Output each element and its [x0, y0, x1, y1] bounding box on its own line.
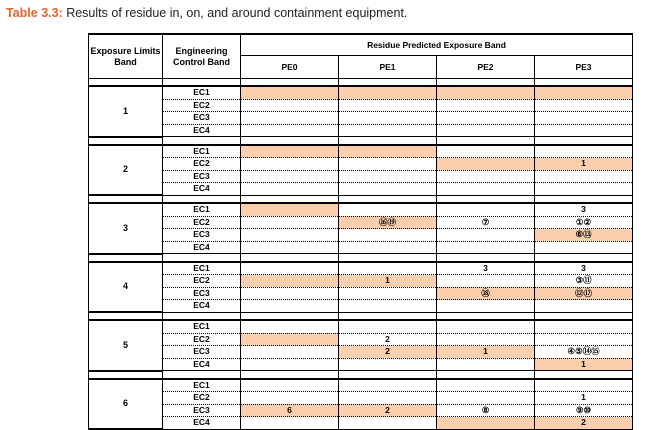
result-cell: ①② — [535, 216, 633, 229]
result-cell — [241, 112, 339, 125]
engineering-control-label: EC3 — [163, 170, 241, 183]
result-cell: ④⑤⑭⑮ — [535, 346, 633, 359]
spacer-cell — [339, 371, 437, 379]
result-cell — [535, 86, 633, 99]
result-cell — [535, 112, 633, 125]
result-cell: ⑥⑬ — [535, 229, 633, 242]
result-cell — [437, 358, 535, 371]
table-row — [89, 86, 633, 99]
result-cell — [535, 333, 633, 346]
result-cell — [339, 124, 437, 137]
table-row — [89, 275, 633, 288]
residue-results-table — [88, 33, 633, 430]
header-pe3: PE3 — [535, 56, 633, 79]
result-cell: 1 — [437, 346, 535, 359]
spacer-cell — [437, 79, 535, 87]
spacer-cell — [89, 371, 163, 379]
engineering-control-label: EC1 — [163, 86, 241, 99]
result-cell: 2 — [339, 404, 437, 417]
result-cell — [437, 124, 535, 137]
spacer-cell — [535, 137, 633, 145]
spacer-cell — [89, 79, 163, 87]
table-row — [89, 216, 633, 229]
spacer-cell — [339, 195, 437, 203]
engineering-control-label: EC4 — [163, 124, 241, 137]
spacer-cell — [241, 254, 339, 262]
result-cell — [241, 358, 339, 371]
table-row — [89, 170, 633, 183]
result-cell — [241, 216, 339, 229]
result-cell — [241, 183, 339, 196]
result-cell: ⑫⑰ — [535, 287, 633, 300]
spacer-cell — [241, 79, 339, 87]
spacer-cell — [89, 137, 163, 145]
result-cell: 1 — [535, 158, 633, 171]
result-cell — [339, 379, 437, 392]
result-cell — [241, 300, 339, 313]
result-cell: 1 — [535, 358, 633, 371]
result-cell — [241, 229, 339, 242]
spacer-cell — [163, 195, 241, 203]
band-spacer — [89, 79, 633, 87]
engineering-control-label: EC2 — [163, 333, 241, 346]
result-cell — [339, 170, 437, 183]
spacer-cell — [339, 254, 437, 262]
result-cell: 2 — [535, 417, 633, 430]
header-residue-predicted-exposure-band: Residue Predicted Exposure Band — [241, 34, 633, 56]
spacer-cell — [89, 195, 163, 203]
result-cell — [241, 124, 339, 137]
result-cell — [339, 392, 437, 405]
result-cell — [437, 229, 535, 242]
result-cell: 1 — [535, 392, 633, 405]
result-cell — [437, 170, 535, 183]
result-cell — [241, 241, 339, 254]
table-row — [89, 392, 633, 405]
engineering-control-label: EC4 — [163, 358, 241, 371]
result-cell — [339, 145, 437, 158]
spacer-cell — [339, 137, 437, 145]
result-cell — [437, 203, 535, 216]
spacer-cell — [437, 371, 535, 379]
result-cell — [437, 379, 535, 392]
engineering-control-label: EC4 — [163, 417, 241, 430]
result-cell — [535, 124, 633, 137]
result-cell: ⑦ — [437, 216, 535, 229]
caption-text: Results of residue in, on, and around containment equipment. — [62, 6, 408, 20]
spacer-cell — [163, 137, 241, 145]
result-cell — [339, 358, 437, 371]
result-cell — [339, 99, 437, 112]
table-row — [89, 99, 633, 112]
spacer-cell — [163, 254, 241, 262]
band-spacer — [89, 312, 633, 320]
table-row — [89, 145, 633, 158]
result-cell — [241, 379, 339, 392]
spacer-cell — [535, 312, 633, 320]
result-cell — [241, 170, 339, 183]
engineering-control-label: EC2 — [163, 99, 241, 112]
header-pe0: PE0 — [241, 56, 339, 79]
table-row — [89, 203, 633, 216]
result-cell: 3 — [437, 262, 535, 275]
spacer-cell — [89, 254, 163, 262]
result-cell — [339, 262, 437, 275]
table-row — [89, 404, 633, 417]
table-row — [89, 379, 633, 392]
spacer-cell — [535, 79, 633, 87]
spacer-cell — [163, 312, 241, 320]
result-cell — [535, 300, 633, 313]
result-cell — [437, 241, 535, 254]
result-cell — [535, 170, 633, 183]
table-row — [89, 112, 633, 125]
result-cell — [535, 99, 633, 112]
result-cell — [339, 183, 437, 196]
result-cell — [437, 392, 535, 405]
table-row — [89, 320, 633, 333]
engineering-control-label: EC4 — [163, 241, 241, 254]
spacer-cell — [437, 312, 535, 320]
result-cell — [535, 379, 633, 392]
result-cell — [437, 145, 535, 158]
exposure-limits-band-label: 6 — [89, 379, 163, 430]
header-exposure-limits-band: Exposure Limits Band — [89, 34, 163, 79]
result-cell — [339, 112, 437, 125]
result-cell — [241, 99, 339, 112]
result-cell — [437, 320, 535, 333]
engineering-control-label: EC1 — [163, 203, 241, 216]
engineering-control-label: EC1 — [163, 145, 241, 158]
table-row — [89, 229, 633, 242]
table-row — [89, 346, 633, 359]
result-cell — [339, 320, 437, 333]
header-pe2: PE2 — [437, 56, 535, 79]
result-cell: ⑱ — [437, 287, 535, 300]
result-cell — [339, 203, 437, 216]
engineering-control-label: EC1 — [163, 320, 241, 333]
band-spacer — [89, 195, 633, 203]
spacer-cell — [89, 312, 163, 320]
table-row — [89, 183, 633, 196]
result-cell: ⑧ — [437, 404, 535, 417]
result-cell — [241, 392, 339, 405]
table-row — [89, 287, 633, 300]
result-cell — [241, 275, 339, 288]
band-spacer — [89, 371, 633, 379]
result-cell — [437, 183, 535, 196]
caption-label: Table 3.3: — [6, 6, 63, 20]
table-row — [89, 417, 633, 430]
exposure-limits-band-label: 1 — [89, 86, 163, 137]
spacer-cell — [437, 195, 535, 203]
engineering-control-label: EC2 — [163, 216, 241, 229]
engineering-control-label: EC3 — [163, 346, 241, 359]
result-cell: ⑯⑲ — [339, 216, 437, 229]
result-cell: 2 — [339, 333, 437, 346]
result-cell — [535, 241, 633, 254]
exposure-limits-band-label: 4 — [89, 262, 163, 313]
engineering-control-label: EC2 — [163, 275, 241, 288]
result-cell: 2 — [339, 346, 437, 359]
exposure-limits-band-label: 3 — [89, 203, 163, 254]
table-row — [89, 300, 633, 313]
engineering-control-label: EC3 — [163, 404, 241, 417]
result-cell — [241, 417, 339, 430]
result-cell — [535, 183, 633, 196]
result-cell — [535, 145, 633, 158]
table-row — [89, 241, 633, 254]
spacer-cell — [339, 79, 437, 87]
exposure-limits-band-label: 2 — [89, 145, 163, 196]
result-cell — [241, 262, 339, 275]
engineering-control-label: EC2 — [163, 392, 241, 405]
result-cell — [339, 241, 437, 254]
result-cell — [437, 300, 535, 313]
spacer-cell — [163, 79, 241, 87]
result-cell — [339, 300, 437, 313]
result-cell — [339, 229, 437, 242]
result-cell: ⑨⑩ — [535, 404, 633, 417]
result-cell — [241, 287, 339, 300]
engineering-control-label: EC3 — [163, 112, 241, 125]
table-row — [89, 124, 633, 137]
table-row — [89, 333, 633, 346]
engineering-control-label: EC1 — [163, 262, 241, 275]
engineering-control-label: EC3 — [163, 287, 241, 300]
header-engineering-control-band: Engineering Control Band — [163, 34, 241, 79]
header-pe1: PE1 — [339, 56, 437, 79]
exposure-limits-band-label: 5 — [89, 320, 163, 371]
result-cell — [241, 145, 339, 158]
result-cell: 1 — [339, 275, 437, 288]
table-row — [89, 358, 633, 371]
spacer-cell — [241, 312, 339, 320]
result-cell — [437, 99, 535, 112]
result-cell — [437, 112, 535, 125]
spacer-cell — [339, 312, 437, 320]
result-cell — [437, 86, 535, 99]
spacer-cell — [535, 254, 633, 262]
result-cell: ③⑪ — [535, 275, 633, 288]
result-cell — [339, 158, 437, 171]
result-cell — [535, 320, 633, 333]
result-cell — [339, 287, 437, 300]
spacer-cell — [535, 195, 633, 203]
band-spacer — [89, 254, 633, 262]
result-cell — [437, 158, 535, 171]
engineering-control-label: EC4 — [163, 183, 241, 196]
band-spacer — [89, 137, 633, 145]
spacer-cell — [437, 137, 535, 145]
result-cell — [339, 86, 437, 99]
result-cell — [241, 333, 339, 346]
result-cell — [437, 417, 535, 430]
table-caption — [6, 6, 407, 20]
table-row — [89, 262, 633, 275]
result-cell — [437, 275, 535, 288]
result-cell — [241, 86, 339, 99]
result-cell — [241, 203, 339, 216]
spacer-cell — [241, 195, 339, 203]
result-cell — [241, 320, 339, 333]
engineering-control-label: EC2 — [163, 158, 241, 171]
engineering-control-label: EC4 — [163, 300, 241, 313]
spacer-cell — [163, 371, 241, 379]
result-cell — [437, 333, 535, 346]
result-cell — [241, 346, 339, 359]
spacer-cell — [535, 371, 633, 379]
result-cell — [241, 158, 339, 171]
spacer-cell — [437, 254, 535, 262]
result-cell: 3 — [535, 203, 633, 216]
spacer-cell — [241, 371, 339, 379]
engineering-control-label: EC3 — [163, 229, 241, 242]
result-cell — [339, 417, 437, 430]
result-cell: 6 — [241, 404, 339, 417]
engineering-control-label: EC1 — [163, 379, 241, 392]
spacer-cell — [241, 137, 339, 145]
result-cell: 3 — [535, 262, 633, 275]
table-row — [89, 158, 633, 171]
